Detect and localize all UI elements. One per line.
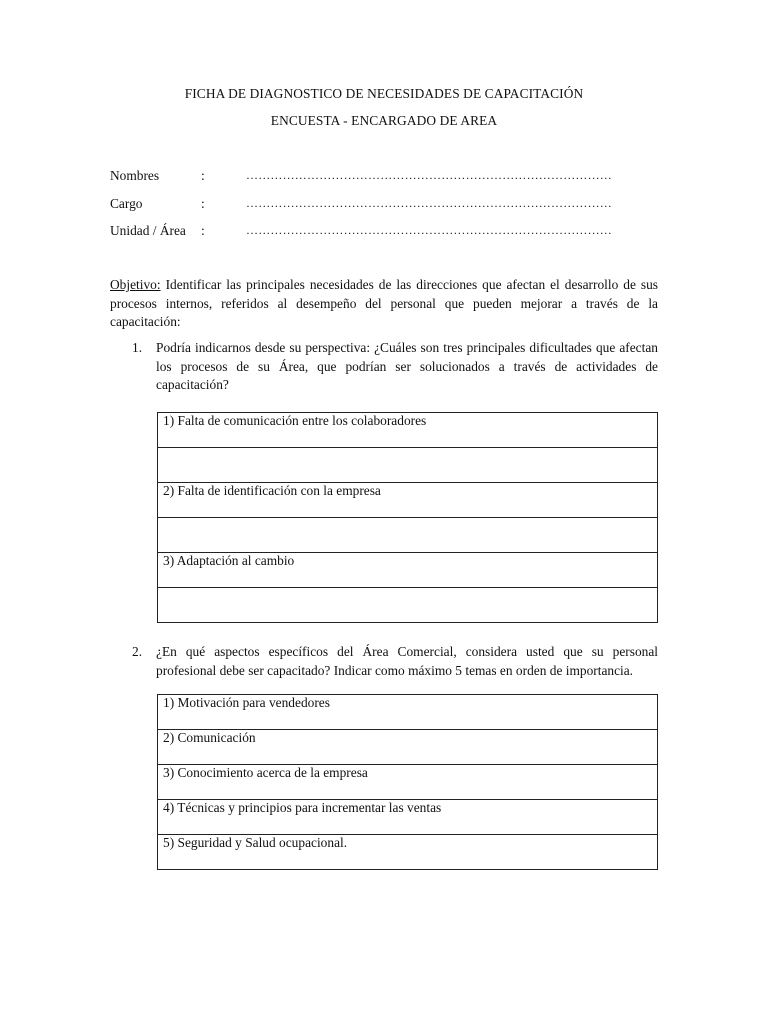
objective-label: Objetivo: [110,277,161,292]
field-colon: : [201,168,205,183]
answer-cell: 1) Motivación para vendedores [158,695,658,730]
table-row [158,588,658,623]
table-row [158,695,658,730]
table-row [158,413,658,448]
table-row [158,730,658,765]
answer-cell: 1) Falta de comunicación entre los colaboradores [158,413,658,448]
field-label: Nombres [110,168,160,183]
table-row [158,483,658,518]
field-blank-line: ……………………………………………………………………………… [246,223,612,237]
answer-cell [158,588,658,623]
question-text: Podría indicarnos desde su perspectiva: ¿Cuáles son tres principales dificultades que afectan los procesos de su Área, que podrían ser solucionados a través de actividades de capacitación? [156,340,658,392]
question-number: 2. [132,644,143,659]
question-number: 1. [132,340,143,355]
field-label: Unidad / Área [110,223,186,238]
answer-cell: 2) Falta de identificación con la empresa [158,483,658,518]
answer-cell: 2) Comunicación [158,730,658,765]
answers-table-1 [157,412,658,623]
table-row [158,835,658,870]
field-blank-line: ……………………………………………………………………………… [246,196,612,210]
table-row [158,448,658,483]
objective-text: Identificar las principales necesidades de las direcciones que afectan el desarrollo de sus procesos internos, referidos al desempeño del personal que pueden mejorar a través de la capacitación: [110,277,658,329]
document-title: FICHA DE DIAGNOSTICO DE NECESIDADES DE CAPACITACIÓN [184,86,584,101]
field-label: Cargo [110,196,143,211]
table-row [158,518,658,553]
table-row [158,765,658,800]
document-subtitle: ENCUESTA - ENCARGADO DE AREA [270,113,498,128]
field-blank-line: ……………………………………………………………………………… [246,168,612,182]
field-colon: : [201,223,205,238]
objective-paragraph [110,276,658,332]
answer-cell: 4) Técnicas y principios para incrementar las ventas [158,800,658,835]
answer-cell [158,518,658,553]
answer-cell: 5) Seguridad y Salud ocupacional. [158,835,658,870]
answer-cell: 3) Adaptación al cambio [158,553,658,588]
answers-table-2 [157,694,658,870]
question-text: ¿En qué aspectos específicos del Área Comercial, considera usted que su personal profesional debe ser capacitado? Indicar como máximo 5 temas en orden de importancia. [156,644,658,678]
table-row [158,800,658,835]
answer-cell: 3) Conocimiento acerca de la empresa [158,765,658,800]
field-colon: : [201,196,205,211]
table-row [158,553,658,588]
answer-cell [158,448,658,483]
